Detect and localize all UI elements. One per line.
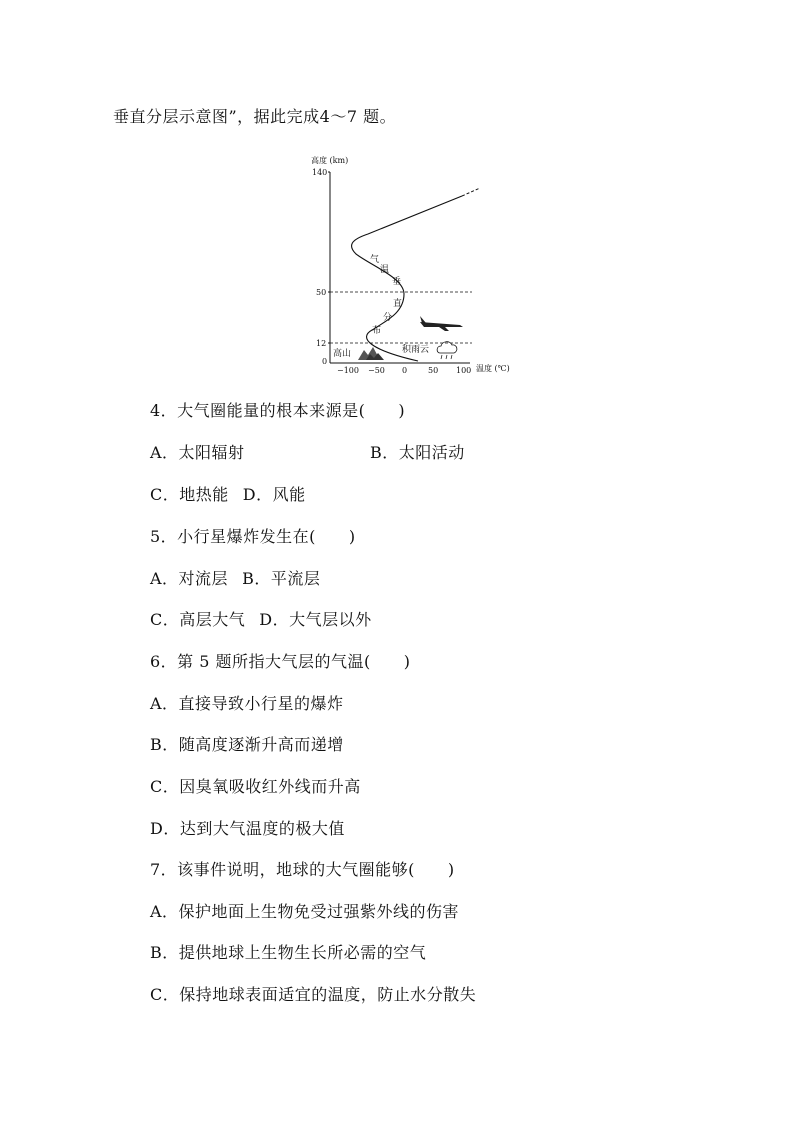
question-5-options-cd bbox=[150, 607, 372, 630]
mountain-label: 高山 bbox=[333, 349, 352, 359]
x-tick-100: 100 bbox=[456, 366, 472, 375]
curve-char-4: 直 bbox=[393, 299, 403, 309]
question-7-option-c[interactable]: C．保持地球表面适宜的温度，防止水分散失 bbox=[150, 985, 477, 1004]
question-5-option-c[interactable]: C．高层大气 bbox=[150, 610, 246, 629]
curve-char-2: 温 bbox=[380, 265, 390, 275]
question-4-option-c[interactable]: C．地热能 bbox=[150, 485, 229, 504]
temperature-profile-figure bbox=[300, 150, 530, 380]
question-6-option-a[interactable]: A．直接导致小行星的爆炸 bbox=[150, 694, 344, 713]
y-tick-0: 0 bbox=[322, 357, 328, 366]
question-6-option-d[interactable]: D．达到大气温度的极大值 bbox=[150, 819, 345, 838]
question-4-options-cd bbox=[150, 482, 306, 505]
question-6-option-c[interactable]: C．因臭氧吸收红外线而升高 bbox=[150, 777, 361, 796]
question-5-option-d[interactable]: D．大气层以外 bbox=[259, 610, 372, 629]
question-4-option-a[interactable]: A．太阳辐射 bbox=[150, 443, 245, 462]
question-7-option-b[interactable]: B．提供地球上生物生长所必需的空气 bbox=[150, 943, 427, 962]
rain-cloud-icon bbox=[437, 342, 457, 359]
question-7-stem: 7．该事件说明，地球的大气圈能够( ) bbox=[150, 860, 455, 879]
x-tick-minus-50: −50 bbox=[368, 366, 385, 375]
question-4-option-b[interactable]: B．太阳活动 bbox=[370, 443, 465, 462]
y-tick-140: 140 bbox=[312, 168, 328, 177]
curve-char-6: 布 bbox=[372, 326, 382, 336]
y-tick-12: 12 bbox=[316, 339, 327, 348]
question-4-option-d[interactable]: D．风能 bbox=[242, 485, 306, 504]
question-7-option-a[interactable]: A．保护地面上生物免受过强紫外线的伤害 bbox=[150, 902, 460, 921]
x-tick-50: 50 bbox=[428, 366, 439, 375]
y-tick-50: 50 bbox=[316, 288, 327, 297]
y-axis-label: 高度 (km) bbox=[311, 156, 349, 165]
question-6-stem: 6．第 5 题所指大气层的气温( ) bbox=[150, 652, 411, 671]
question-6-option-b[interactable]: B．随高度逐渐升高而递增 bbox=[150, 735, 344, 754]
question-5-option-a[interactable]: A．对流层 bbox=[150, 569, 229, 588]
x-axis-label: 温度 (℃) bbox=[476, 364, 510, 373]
cloud-label: 积雨云 bbox=[402, 345, 430, 355]
x-tick-minus-100: −100 bbox=[337, 366, 359, 375]
temperature-curve bbox=[352, 196, 462, 361]
curve-char-5: 分 bbox=[383, 313, 393, 323]
question-5-stem: 5．小行星爆炸发生在( ) bbox=[150, 527, 356, 546]
temperature-profile-svg bbox=[300, 150, 530, 380]
airplane-icon bbox=[420, 316, 463, 331]
question-4-stem: 4．大气圈能量的根本来源是( ) bbox=[150, 401, 406, 420]
x-tick-0: 0 bbox=[402, 366, 408, 375]
curve-char-3: 垂 bbox=[392, 277, 402, 287]
curve-extension bbox=[462, 188, 480, 196]
question-5-option-b[interactable]: B．平流层 bbox=[242, 569, 321, 588]
curve-char-1: 气 bbox=[370, 255, 380, 265]
question-5-options-ab bbox=[150, 566, 320, 589]
intro-text: 垂直分层示意图”，据此完成4～7 题。 bbox=[113, 107, 397, 126]
